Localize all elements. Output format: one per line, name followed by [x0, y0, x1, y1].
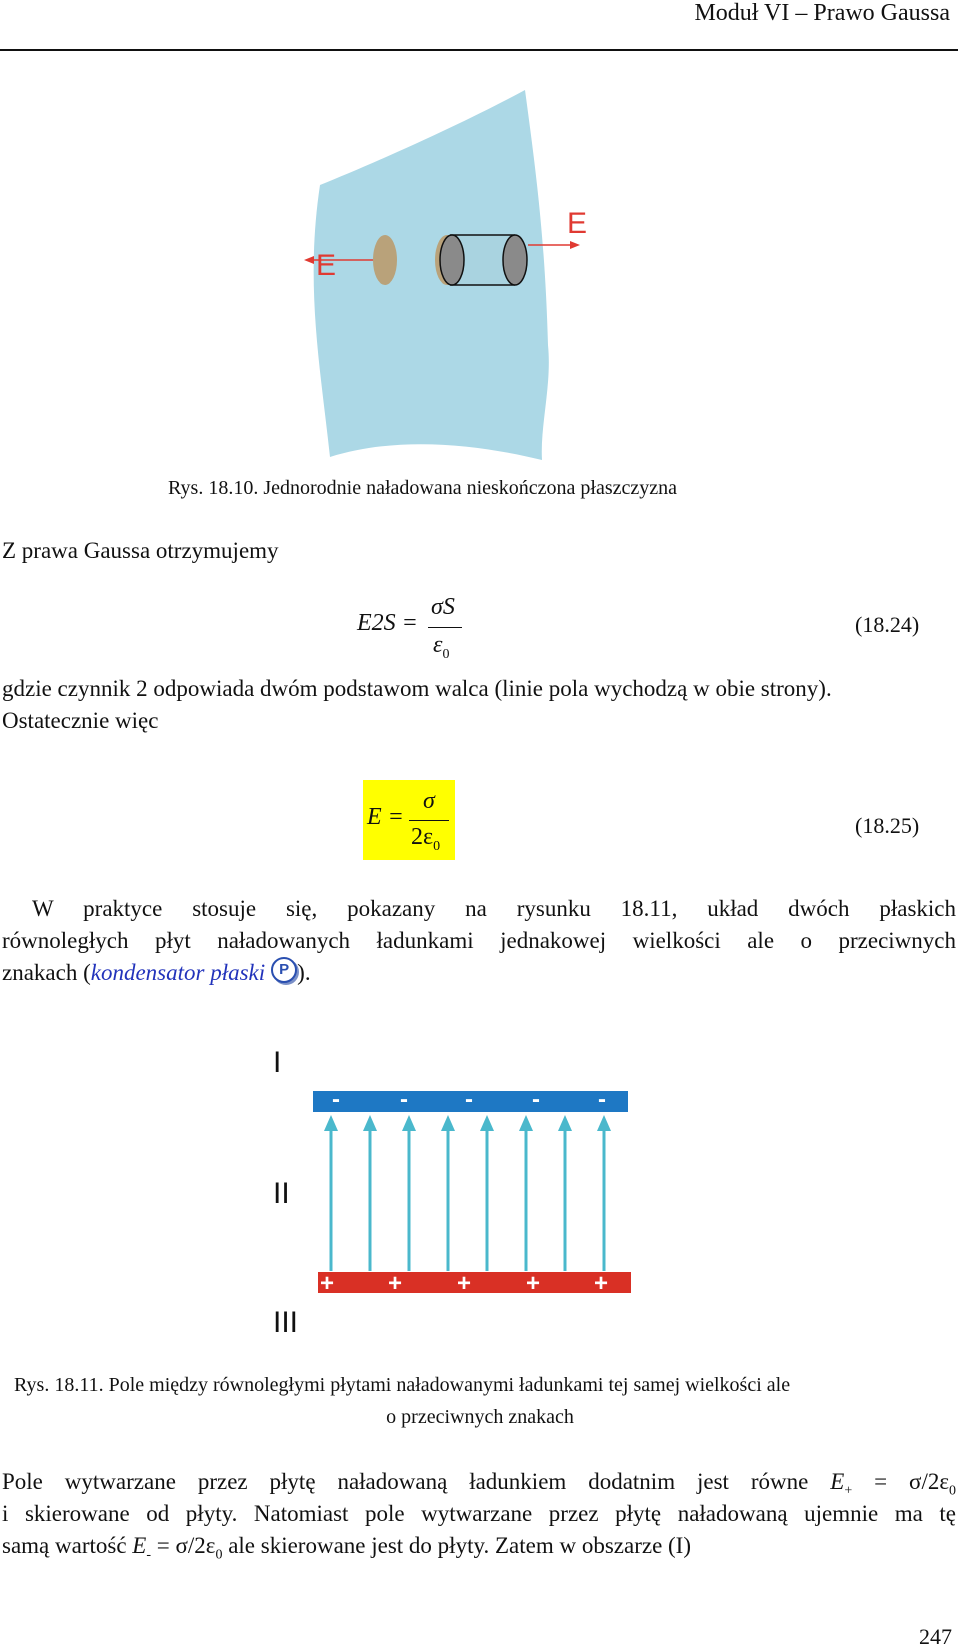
eq1-fraction-bar — [428, 627, 462, 628]
text-factor-line2: Ostatecznie więc — [2, 708, 159, 733]
field-arrowhead — [480, 1115, 494, 1131]
minus-sign: - — [332, 1086, 340, 1113]
link-kondensator-plaski[interactable]: kondensator płaski — [90, 960, 266, 985]
header-title: Moduł VI – Prawo Gaussa — [694, 0, 950, 26]
region-label-1: I — [273, 1046, 282, 1079]
para-capacitor-line1: W praktyce stosuje się, pokazany na rysunku 18.11, układ dwóch płaskich — [32, 896, 956, 921]
field-arrowhead-right — [570, 241, 580, 249]
field-arrowhead — [324, 1115, 338, 1131]
minus-sign: - — [400, 1086, 408, 1113]
plus-sign: + — [457, 1270, 472, 1297]
plus-sign: + — [526, 1270, 541, 1297]
figure2-caption-line2: o przeciwnych znakach — [386, 1406, 574, 1428]
eq1-denominator: $\varepsilon_0$ — [433, 632, 450, 662]
minus-sign: - — [598, 1086, 606, 1113]
field-arrowheads — [324, 1115, 611, 1131]
field-label-left: E — [316, 249, 337, 282]
minus-sign: - — [465, 1086, 473, 1113]
field-lines — [331, 1127, 604, 1271]
region-label-2: II — [273, 1177, 290, 1210]
eq2-lhs: E = — [367, 804, 404, 830]
field-arrowhead — [363, 1115, 377, 1131]
minus-sign: - — [532, 1086, 540, 1113]
eq2-denominator: $2\varepsilon_0$ — [411, 824, 441, 854]
eq2-fraction-bar — [409, 820, 449, 821]
field-arrowhead — [597, 1115, 611, 1131]
cylinder-base-right — [503, 235, 527, 285]
eq1-lhs: E2S = — [357, 610, 418, 636]
cylinder-base-left — [373, 235, 397, 285]
para-capacitor-line2: równoległych płyt naładowanych ładunkami jednakowej wielkości ale o przeciwnych — [2, 928, 956, 953]
text-gauss-intro: Z prawa Gaussa otrzymujemy — [2, 538, 279, 563]
field-arrowhead — [402, 1115, 416, 1131]
cylinder-base-inner — [440, 235, 464, 285]
positive-plate — [318, 1272, 631, 1293]
popup-info-icon[interactable]: P — [271, 957, 297, 983]
field-label-right: E — [567, 207, 588, 240]
field-arrowhead — [558, 1115, 572, 1131]
figure-charged-plane — [280, 85, 660, 470]
para-field-line3: samą wartość $E_- = \sigma/2\varepsilon_0$ ale skierowane jest do płyty. Zatem w obszarze (I) — [2, 1533, 691, 1563]
para-field-line1: Pole wytwarzane przez płytę naładowaną ładunkiem dodatnim jest równe $E_+ = \sigma/2\varepsilon_0$ — [2, 1469, 957, 1499]
figure1-caption: Rys. 18.10. Jednorodnie naładowana nieskończona płaszczyzna — [168, 477, 678, 499]
eq2-numerator: σ — [423, 788, 435, 814]
field-arrowhead — [441, 1115, 455, 1131]
field-arrowhead-left — [304, 256, 314, 264]
eq2-number: (18.25) — [855, 813, 920, 838]
equation-18-25 — [363, 780, 455, 860]
figure2-caption-line1: Rys. 18.11. Pole między równoległymi płytami naładowanymi ładunkami tej samej wielkości ale — [14, 1374, 791, 1396]
header-rule — [0, 49, 958, 51]
figure-parallel-plates — [270, 1035, 670, 1335]
equation-18-24 — [355, 594, 465, 669]
page-number: 247 — [919, 1624, 952, 1649]
para-capacitor-line3: znakach (kondensator płaski P ). — [2, 957, 311, 989]
plus-sign: + — [388, 1270, 403, 1297]
text-factor-line1: gdzie czynnik 2 odpowiada dwóm podstawom walca (linie pola wychodzą w obie strony). — [2, 676, 832, 701]
eq1-numerator: σS — [431, 594, 455, 620]
eq1-number: (18.24) — [855, 612, 920, 637]
field-arrowhead — [519, 1115, 533, 1131]
para-field-line2: i skierowane od płyty. Natomiast pole wytwarzane przez płytę naładowaną ujemnie ma tę — [2, 1501, 956, 1526]
plus-sign: + — [594, 1270, 609, 1297]
region-label-3: III — [273, 1306, 299, 1335]
plus-sign: + — [320, 1270, 335, 1297]
